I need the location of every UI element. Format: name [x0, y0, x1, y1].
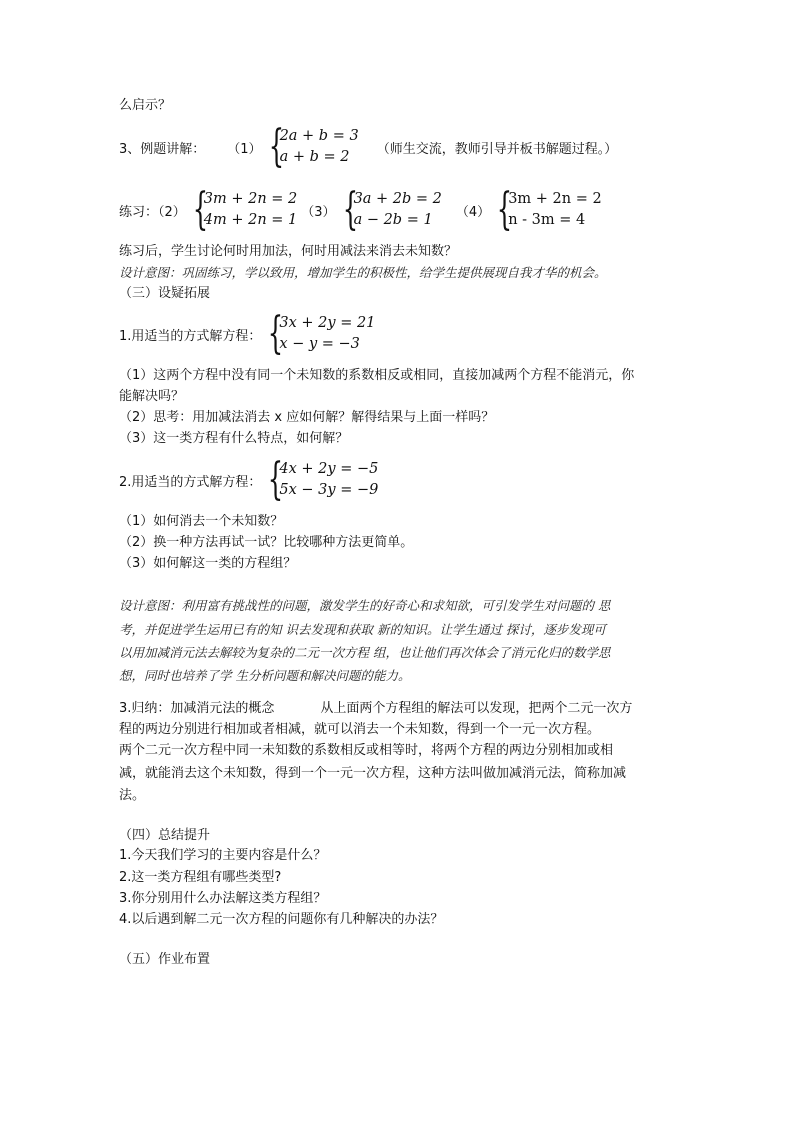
practice-row	[119, 184, 606, 235]
text-line: （3）这一类方程有什么特点，如何解？	[119, 431, 349, 446]
equation: 3a + 2b = 2	[353, 191, 442, 207]
text-line: 两个二元一次方程中同一未知数的系数相反或相等时，将两个方程的两边分别相加或相	[119, 743, 614, 758]
example-number: （1）	[227, 141, 262, 157]
example-note: （师生交流，教师引导并板书解题过程。）	[376, 141, 618, 157]
text-line: 能解决吗？	[119, 389, 185, 404]
text-line: （3）如何解这一类的方程组？	[119, 556, 297, 571]
example-label: 3、例题讲解：	[119, 141, 206, 157]
equation: 5x − 3y = −9	[279, 482, 379, 498]
equation-system-pr3	[340, 184, 442, 235]
text-line: 减，就能消去这个未知数，得到一个一元一次方程，这种方法叫做加减消元法，简称加减	[119, 766, 627, 781]
text-line: （2）换一种方法再试一试？比较哪种方法更简单。	[119, 535, 414, 550]
question-row	[119, 454, 382, 505]
equation: 2a + b = 3	[279, 128, 359, 144]
design-intent: 考，并促进学生运用已有的知 识去发现和获取 新的知识。让学生通过 探讨，逐步发现可	[119, 622, 606, 637]
equation-system-q1	[265, 308, 376, 359]
equation: 3x + 2y = 21	[279, 315, 376, 331]
list-item: 2.这一类方程组有哪些类型?	[119, 870, 282, 885]
text-line: 法。	[119, 788, 146, 803]
question-row	[119, 308, 379, 359]
question-label: 2.用适当的方式解方程：	[119, 474, 262, 490]
design-intent: 设计意图：利用富有挑战性的问题，激发学生的好奇心和求知欲，可引发学生对问题的 思	[119, 598, 611, 613]
text-line: （1）这两个方程中没有同一个未知数的系数相反或相同，直接加减两个方程不能消元，你	[119, 368, 635, 383]
brace-icon: {	[268, 454, 284, 505]
section-heading: （三）设疑拓展	[119, 286, 211, 301]
text-line: 练习后，学生讨论何时用加法，何时用减法来消去未知数？	[119, 244, 458, 259]
equation: a + b = 2	[279, 149, 350, 165]
example-row	[119, 121, 618, 172]
practice-number: （4）	[455, 204, 491, 220]
brace-icon: {	[268, 308, 284, 359]
equation: 4m + 2n = 1	[203, 212, 298, 228]
section-heading: （四）总结提升	[119, 828, 211, 843]
summary-title: 3.归纳：加减消元法的概念	[119, 701, 275, 716]
equation: 4x + 2y = −5	[279, 461, 379, 477]
section-heading: （五）作业布置	[119, 952, 211, 967]
equation: a − 2b = 1	[353, 212, 433, 228]
design-intent: 设计意图：巩固练习，学以致用，增加学生的积极性，给学生提供展现自我才华的机会。	[119, 265, 607, 280]
equation: 3m + 2n = 2	[203, 191, 298, 207]
text-line: （1）如何消去一个未知数？	[119, 514, 284, 529]
equation-system-ex1	[266, 121, 359, 172]
summary-text: 从上面两个方程组的解法可以发现，把两个二元一次方	[320, 701, 633, 716]
summary-line	[119, 699, 632, 719]
question-label: 1.用适当的方式解方程：	[119, 328, 262, 344]
text-line: 么启示？	[119, 98, 172, 113]
practice-number: （3）	[301, 204, 336, 220]
list-item: 4.以后遇到解二元一次方程的问题你有几种解决的办法？	[119, 912, 444, 927]
design-intent: 想，同时也培养了学 生分析问题和解决问题的能力。	[119, 668, 411, 683]
list-item: 3.你分别用什么办法解这类方程组？	[119, 891, 327, 906]
text-line: 程的两边分别进行相加或者相减，就可以消去一个未知数，得到一个一元一次方程。	[119, 722, 601, 737]
practice-label: 练习：（2）	[119, 204, 186, 220]
equation: 3m + 2n = 2	[508, 191, 602, 207]
equation-system-q2	[265, 454, 379, 505]
equation: x − y = −3	[279, 336, 360, 352]
equation-system-pr2	[190, 184, 298, 235]
equation: n - 3m = 4	[508, 212, 586, 228]
brace-icon: {	[268, 121, 284, 172]
equation-system-pr4	[494, 184, 602, 235]
brace-icon: {	[496, 184, 513, 235]
list-item: 1.今天我们学习的主要内容是什么？	[119, 848, 327, 863]
brace-icon: {	[192, 184, 208, 235]
design-intent: 以用加减消元法去解较为复杂的二元一次方程 组，也让他们再次体会了消元化归的数学思	[119, 645, 611, 660]
brace-icon: {	[342, 184, 358, 235]
text-line: （2）思考：用加减法消去 x 应如何解？解得结果与上面一样吗？	[119, 410, 495, 425]
